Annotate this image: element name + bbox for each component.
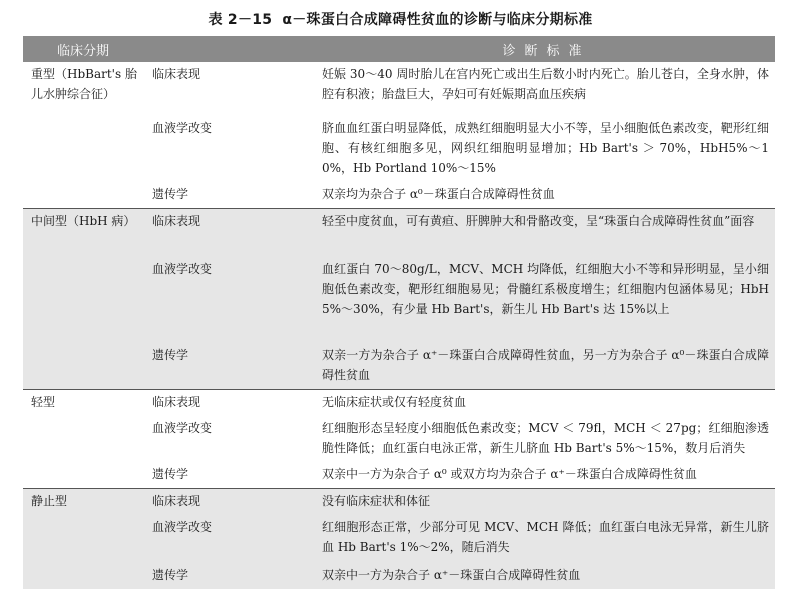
criteria-cell: 轻至中度贫血，可有黄疸、肝脾肿大和骨骼改变，呈“珠蛋白合成障碍性贫血”面容 [318, 209, 775, 258]
stage-type: 静止型 [23, 489, 148, 590]
criteria-cell: 双亲中一方为杂合子 α⁺－珠蛋白合成障碍性贫血 [318, 563, 775, 589]
table-row [23, 62, 775, 110]
category-cell: 血液学改变 [148, 416, 318, 462]
criteria-cell: 双亲中一方为杂合子 α⁰ 或双方均为杂合子 α⁺－珠蛋白合成障碍性贫血 [318, 462, 775, 489]
category-cell: 遗传学 [148, 343, 318, 390]
category-cell: 临床表现 [148, 209, 318, 258]
category-cell: 血液学改变 [148, 515, 318, 563]
criteria-cell: 没有临床症状和体征 [318, 489, 775, 516]
category-cell: 血液学改变 [148, 110, 318, 182]
stage-group-silent [23, 489, 775, 590]
criteria-cell: 红细胞形态正常，少部分可见 MCV、MCH 降低；血红蛋白电泳无异常，新生儿脐血 Hb Bart's 1%～2%，随后消失 [318, 515, 775, 563]
stage-type: 中间型（HbH 病） [23, 209, 148, 390]
criteria-cell: 无临床症状或仅有轻度贫血 [318, 390, 775, 417]
header-clinical-stage: 临床分期 [23, 36, 318, 62]
category-cell: 临床表现 [148, 62, 318, 110]
table-title: α－珠蛋白合成障碍性贫血的诊断与临床分期标准 [282, 12, 593, 28]
criteria-cell: 双亲一方为杂合子 α⁺－珠蛋白合成障碍性贫血，另一方为杂合子 α⁰－珠蛋白合成障碍性贫血 [318, 343, 775, 390]
category-cell: 临床表现 [148, 489, 318, 516]
stage-type: 重型（HbBart's 胎儿水肿综合征） [23, 62, 148, 209]
criteria-cell: 妊娠 30～40 周时胎儿在宫内死亡或出生后数小时内死亡。胎儿苍白，全身水肿，体腔有积液；胎盘巨大，孕妇可有妊娠期高血压疾病 [318, 62, 775, 110]
criteria-cell: 双亲均为杂合子 α⁰－珠蛋白合成障碍性贫血 [318, 182, 775, 209]
category-cell: 遗传学 [148, 563, 318, 589]
stage-group-intermediate [23, 209, 775, 390]
category-cell: 血液学改变 [148, 257, 318, 343]
criteria-cell: 脐血血红蛋白明显降低，成熟红细胞明显大小不等，呈小细胞低色素改变，靶形红细胞、有核红细胞多见，网织红细胞明显增加；Hb Bart's ＞ 70%，HbH5%～10%，Hb Portland 10%～15% [318, 110, 775, 182]
table-number: 表 2－15 [208, 12, 273, 28]
stage-group-mild [23, 390, 775, 489]
category-cell: 遗传学 [148, 462, 318, 489]
header-diagnostic-criteria: 诊断标准 [318, 36, 775, 62]
table-row [23, 489, 775, 516]
header-row [23, 36, 775, 62]
category-cell: 遗传学 [148, 182, 318, 209]
stage-type: 轻型 [23, 390, 148, 489]
criteria-cell: 血红蛋白 70～80g/L，MCV、MCH 均降低，红细胞大小不等和异形明显，呈小细胞低色素改变，靶形红细胞易见；骨髓红系极度增生；红细胞内包涵体易见；HbH 5%～30%，有少量 Hb Bart's，新生儿 Hb Bart's 达 15%以上 [318, 257, 775, 343]
stage-group-severe [23, 62, 775, 209]
table-row [23, 209, 775, 258]
criteria-cell: 红细胞形态呈轻度小细胞低色素改变；MCV ＜ 79fl，MCH ＜ 27pg；红细胞渗透脆性降低；血红蛋白电泳正常，新生儿脐血 Hb Bart's 5%～15%，数月后消失 [318, 416, 775, 462]
table-row [23, 390, 775, 417]
staging-table [23, 36, 775, 589]
table-caption [0, 9, 801, 29]
category-cell: 临床表现 [148, 390, 318, 417]
